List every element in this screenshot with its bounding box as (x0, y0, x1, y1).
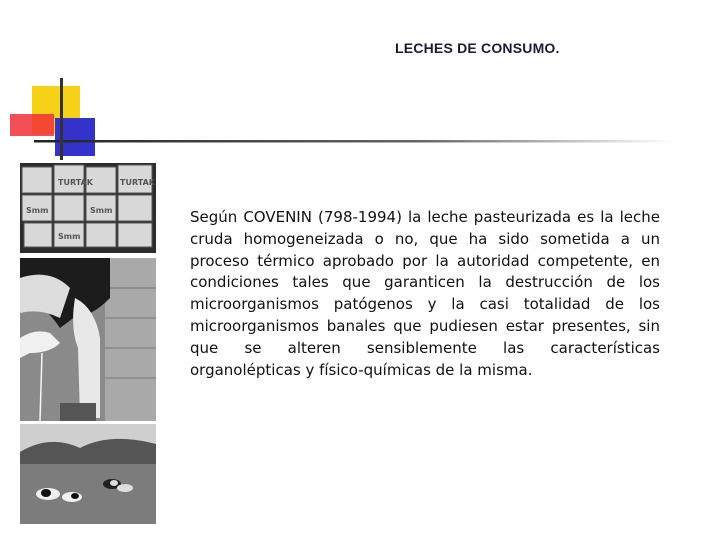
carton-label: Smm (58, 232, 81, 241)
body-paragraph: Según COVENIN (798-1994) la leche pasteurizada es la leche cruda homogeneizada o no, que ha sido sometida a un proceso térmico aprobado por la autoridad competente, en condiciones tales que garanticen la destrucción de los microorganismos patógenos y la casi totalidad de los microorganismos banales que pudiesen estar presentes, sin que se alteren sensiblemente las características organolépticas y físico-químicas de la misma. (190, 208, 660, 379)
decorative-accent (0, 0, 720, 170)
cows-field-photo (20, 424, 156, 524)
milk-cartons-photo (20, 163, 156, 253)
carton-label: Smm (26, 206, 49, 215)
vertical-rule (60, 78, 63, 160)
carton-label: Smm (90, 206, 113, 215)
carton-label: TURTAK (58, 178, 93, 187)
carton-label: TURTAK (120, 178, 155, 187)
horizontal-rule (34, 140, 674, 143)
cow-milking-photo (20, 258, 156, 421)
red-square (10, 114, 54, 136)
slide-title: LECHES DE CONSUMO. (395, 40, 560, 56)
